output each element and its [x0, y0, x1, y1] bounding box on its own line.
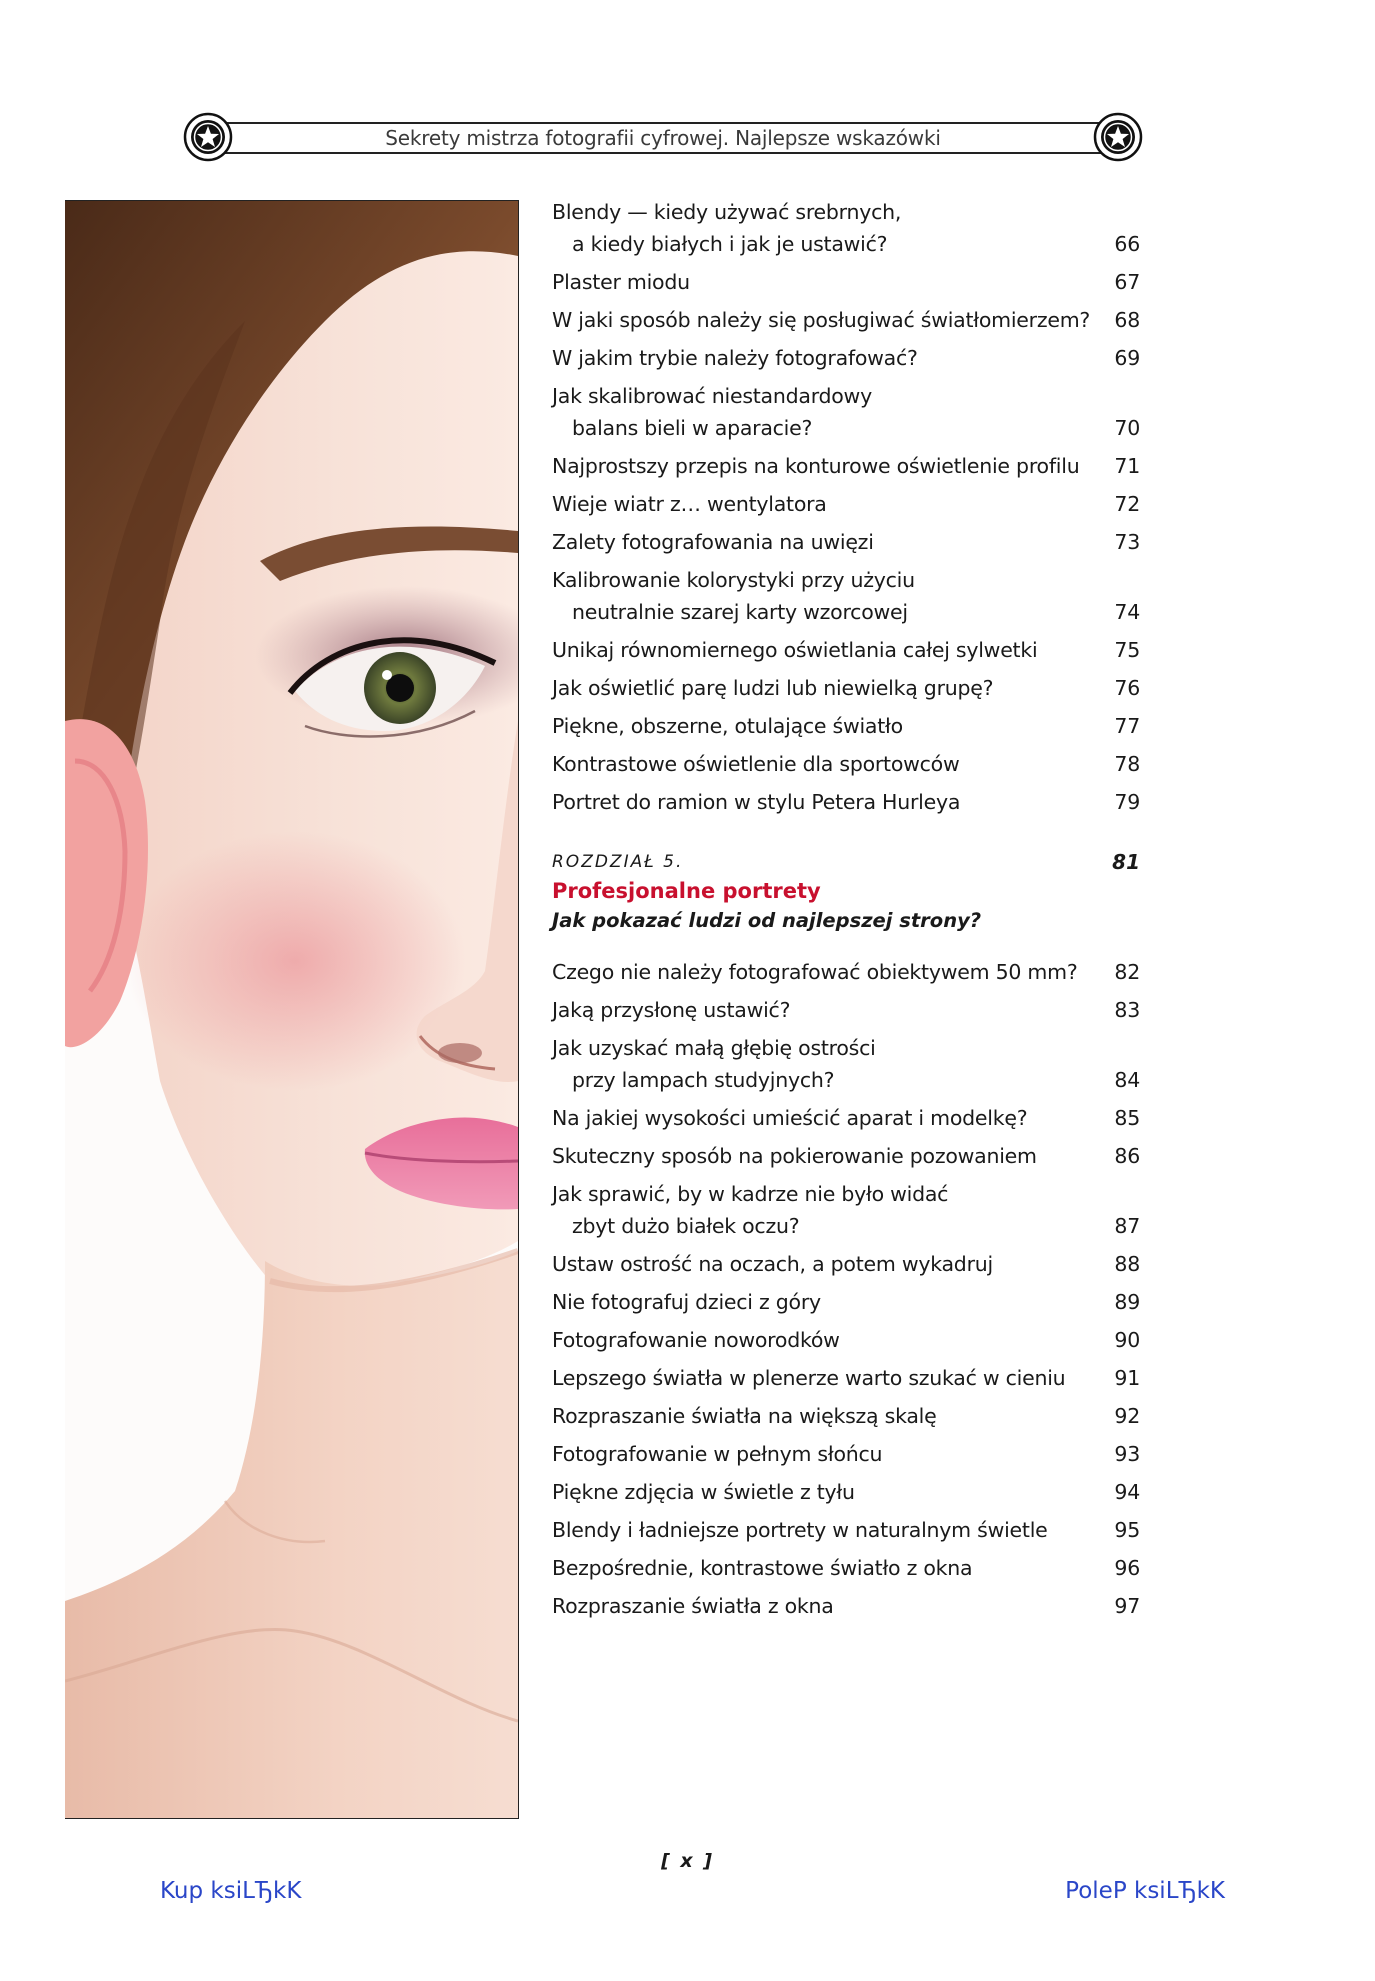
toc-entry-title: Kontrastowe oświetlenie dla sportowców	[552, 752, 960, 776]
toc-entry-page: 77	[1114, 714, 1140, 738]
toc-entry[interactable]	[552, 1032, 1140, 1096]
toc-entry-page: 82	[1114, 960, 1140, 984]
toc-entry-title: Jak sprawić, by w kadrze nie było widać	[552, 1182, 949, 1206]
star-badge-icon	[183, 112, 233, 162]
toc-entry-title: Skuteczny sposób na pokierowanie pozowaniem	[552, 1144, 1037, 1168]
toc-entry-title: Zalety fotografowania na uwięzi	[552, 530, 874, 554]
toc-entry-page: 69	[1114, 346, 1140, 370]
toc-entry-title: Najprostszy przepis na konturowe oświetlenie profilu	[552, 454, 1080, 478]
chapter-heading[interactable]	[552, 848, 1140, 936]
toc-entry[interactable]	[552, 1362, 1140, 1394]
toc-entry-title: W jakim trybie należy fotografować?	[552, 346, 918, 370]
toc-entry[interactable]	[552, 786, 1140, 818]
toc-entry-page: 79	[1114, 790, 1140, 814]
toc-entry[interactable]	[552, 956, 1140, 988]
chapter-title: Profesjonalne portrety	[552, 879, 821, 903]
half-face-illustration	[65, 201, 518, 1818]
toc-entry-title: Jak oświetlić parę ludzi lub niewielką grupę?	[552, 676, 994, 700]
toc-entry-title: Czego nie należy fotografować obiektywem 50 mm?	[552, 960, 1078, 984]
toc-entry[interactable]	[552, 710, 1140, 742]
toc-entry[interactable]	[552, 994, 1140, 1026]
portrait-photo	[65, 200, 519, 1819]
toc-entry-title: Wieje wiatr z… wentylatora	[552, 492, 827, 516]
toc-entry[interactable]	[552, 1400, 1140, 1432]
toc-entry-page: 71	[1114, 454, 1140, 478]
toc-entry-title: Bezpośrednie, kontrastowe światło z okna	[552, 1556, 973, 1580]
chapter-subtitle: Jak pokazać ludzi od najlepszej strony?	[552, 909, 982, 932]
toc-entry[interactable]	[552, 564, 1140, 628]
toc-entry-title: Blendy — kiedy używać srebrnych,	[552, 200, 902, 224]
toc-entry-title-cont: a kiedy białych i jak je ustawić?	[572, 232, 888, 256]
toc-entry-page: 75	[1114, 638, 1140, 662]
toc-entry-title: Unikaj równomiernego oświetlania całej sylwetki	[552, 638, 1038, 662]
toc-entry-title: Plaster miodu	[552, 270, 690, 294]
book-title: Sekrety mistrza fotografii cyfrowej. Najlepsze wskazówki	[385, 126, 941, 150]
toc-entry-title: Piękne zdjęcia w świetle z tyłu	[552, 1480, 855, 1504]
toc-entry-title-cont: zbyt dużo białek oczu?	[572, 1214, 800, 1238]
toc-entry-title-cont: balans bieli w aparacie?	[572, 416, 813, 440]
toc-entry[interactable]	[552, 380, 1140, 444]
toc-entry-page: 91	[1114, 1366, 1140, 1390]
toc-entry-page: 83	[1114, 998, 1140, 1022]
toc-entry-title: Jaką przysłonę ustawić?	[552, 998, 791, 1022]
toc-entry[interactable]	[552, 1140, 1140, 1172]
toc-entry[interactable]	[552, 266, 1140, 298]
toc-entry[interactable]	[552, 342, 1140, 374]
toc-entry-title: Piękne, obszerne, otulające światło	[552, 714, 903, 738]
toc-entry-page: 97	[1114, 1594, 1140, 1618]
toc-entry-title: Portret do ramion w stylu Petera Hurleya	[552, 790, 961, 814]
page-number: [ x ]	[661, 1850, 714, 1872]
toc-entry-title-cont: przy lampach studyjnych?	[572, 1068, 835, 1092]
toc-entry-title: Rozpraszanie światła z okna	[552, 1594, 834, 1618]
toc-entry-page: 87	[1114, 1214, 1140, 1238]
toc-entry-title: Fotografowanie noworodków	[552, 1328, 840, 1352]
toc-entry[interactable]	[552, 1102, 1140, 1134]
toc-entry-page: 89	[1114, 1290, 1140, 1314]
toc-entry[interactable]	[552, 1324, 1140, 1356]
toc-entry-page: 88	[1114, 1252, 1140, 1276]
table-of-contents	[552, 196, 1140, 1628]
toc-entry-page: 70	[1114, 416, 1140, 440]
toc-entry-page: 72	[1114, 492, 1140, 516]
chapter-page: 81	[1112, 850, 1140, 874]
toc-entry-page: 90	[1114, 1328, 1140, 1352]
toc-entry[interactable]	[552, 1514, 1140, 1546]
toc-entry-title: W jaki sposób należy się posługiwać światłomierzem?	[552, 308, 1091, 332]
toc-entry-page: 74	[1114, 600, 1140, 624]
toc-entry-title: Jak skalibrować niestandardowy	[552, 384, 872, 408]
toc-entry-page: 73	[1114, 530, 1140, 554]
buy-book-link[interactable]: Kup ksiLЂkK	[160, 1878, 302, 1904]
toc-entry[interactable]	[552, 1552, 1140, 1584]
toc-entry-title: Lepszego światła w plenerze warto szukać w cieniu	[552, 1366, 1066, 1390]
toc-entry-title: Kalibrowanie kolorystyki przy użyciu	[552, 568, 915, 592]
toc-entry-page: 78	[1114, 752, 1140, 776]
toc-entry-title: Rozpraszanie światła na większą skalę	[552, 1404, 937, 1428]
toc-entry[interactable]	[552, 748, 1140, 780]
toc-entry-title: Jak uzyskać małą głębię ostrości	[552, 1036, 876, 1060]
toc-entry-title: Na jakiej wysokości umieścić aparat i modelkę?	[552, 1106, 1028, 1130]
toc-entry-page: 86	[1114, 1144, 1140, 1168]
running-header	[183, 112, 1143, 162]
toc-entry-title: Fotografowanie w pełnym słońcu	[552, 1442, 883, 1466]
star-badge-icon	[1093, 112, 1143, 162]
toc-entry[interactable]	[552, 1438, 1140, 1470]
toc-entry-title: Blendy i ładniejsze portrety w naturalnym świetle	[552, 1518, 1048, 1542]
toc-entry-page: 84	[1114, 1068, 1140, 1092]
toc-entry-title: Ustaw ostrość na oczach, a potem wykadruj	[552, 1252, 993, 1276]
toc-entry[interactable]	[552, 1286, 1140, 1318]
toc-entry[interactable]	[552, 1248, 1140, 1280]
toc-entry[interactable]	[552, 526, 1140, 558]
toc-entry-title-cont: neutralnie szarej karty wzorcowej	[572, 600, 908, 624]
toc-entry[interactable]	[552, 488, 1140, 520]
toc-entry-page: 85	[1114, 1106, 1140, 1130]
toc-entry-page: 94	[1114, 1480, 1140, 1504]
chapter-label: ROZDZIAŁ 5.	[552, 852, 684, 872]
toc-entry-page: 68	[1114, 308, 1140, 332]
toc-entry[interactable]	[552, 672, 1140, 704]
toc-entry[interactable]	[552, 1590, 1140, 1622]
toc-entry-page: 76	[1114, 676, 1140, 700]
toc-entry-page: 95	[1114, 1518, 1140, 1542]
recommend-book-link[interactable]: PoleP ksiLЂkK	[1065, 1878, 1225, 1904]
toc-entry-page: 67	[1114, 270, 1140, 294]
toc-entry[interactable]	[552, 1178, 1140, 1242]
toc-entry-page: 92	[1114, 1404, 1140, 1428]
toc-entry-page: 66	[1114, 232, 1140, 256]
toc-entry[interactable]	[552, 196, 1140, 260]
toc-entry-page: 96	[1114, 1556, 1140, 1580]
toc-entry[interactable]	[552, 304, 1140, 336]
toc-entry[interactable]	[552, 634, 1140, 666]
toc-entry-title: Nie fotografuj dzieci z góry	[552, 1290, 821, 1314]
toc-entry[interactable]	[552, 450, 1140, 482]
toc-entry-page: 93	[1114, 1442, 1140, 1466]
toc-entry[interactable]	[552, 1476, 1140, 1508]
